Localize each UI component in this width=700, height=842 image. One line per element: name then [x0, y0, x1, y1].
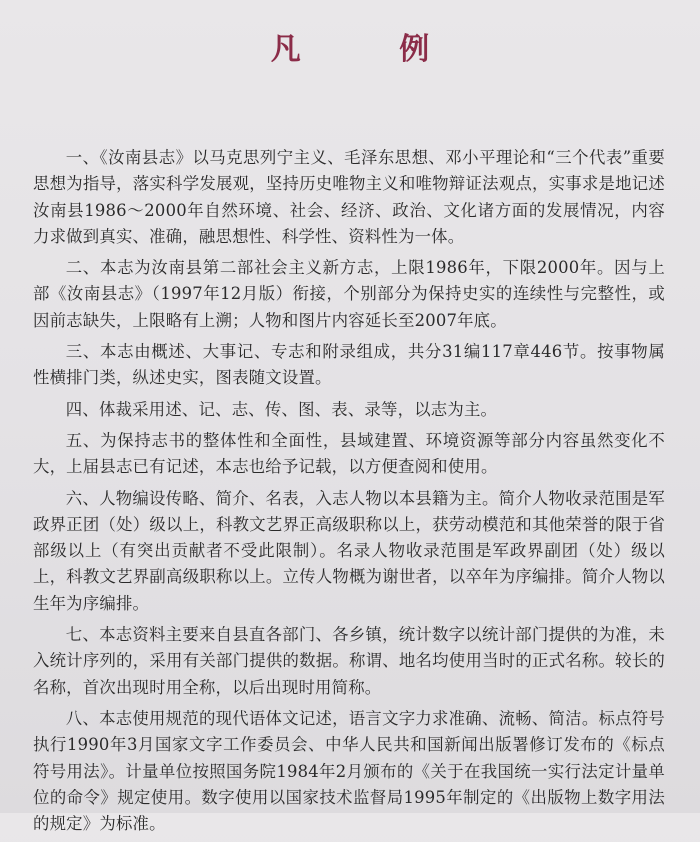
paragraph-8: 八、本志使用规范的现代语体文记述，语言文字力求准确、流畅、简洁。标点符号执行1990年3月国家文字工作委员会、中华人民共和国新闻出版署修订发布的《标点符号用法》。计量单位按照国务院1984年2月颁布的《关于在我国统一实行法定计量单位的命令》规定使用。数字使用以国家技术监督局1995年制定的《出版物上数字用法的规定》为标准。: [33, 708, 665, 834]
paragraph-7: 七、本志资料主要来自县直各部门、各乡镇，统计数字以统计部门提供的为准，未入统计序列的，采用有关部门提供的数据。称谓、地名均使用当时的正式名称。较长的名称，首次出现时用全称，以后出现时用简称。: [33, 625, 665, 697]
paragraph-2: 二、本志为汝南县第二部社会主义新方志，上限1986年，下限2000年。因与上部《汝南县志》（1997年12月版）衔接，个别部分为保持史实的连续性与完整性，或因前志缺失，上限略有上溯；人物和图片内容延长至2007年底。: [33, 258, 665, 330]
paragraph-6: 六、人物编设传略、简介、名表，入志人物以本县籍为主。简介人物收录范围是军政界正团（处）级以上，科教文艺界正高级职称以上，获劳动模范和其他荣誉的限于省部级以上（有突出贡献者不受此限制）。名录人物收录范围是军政界副团（处）级以上，科教文艺界副高级职称以上。立传人物概为谢世者，以卒年为序编排。简介人物以生年为序编排。: [33, 488, 665, 613]
paragraph-1: 一、《汝南县志》以马克思列宁主义、毛泽东思想、邓小平理论和“三个代表”重要思想为指导，落实科学发展观，坚持历史唯物主义和唯物辩证法观点，实事求是地记述汝南县1986～2000年自然环境、社会、经济、政治、文化诸方面的发展情况，内容力求做到真实、准确，融思想性、科学性、资料性为一体。: [33, 148, 665, 246]
paragraph-4: 四、体裁采用述、记、志、传、图、表、录等，以志为主。: [65, 399, 498, 419]
paragraph-5: 五、为保持志书的整体性和全面性，县域建置、环境资源等部分内容虽然变化不大，上届县志已有记述，本志也给予记载，以方便查阅和使用。: [33, 430, 665, 477]
paragraph-3: 三、本志由概述、大事记、专志和附录组成，共分31编117章446节。按事物属性横排门类，纵述史实，图表随文设置。: [33, 342, 665, 388]
page-title: 凡 例: [270, 32, 474, 67]
body-text: [33, 145, 665, 842]
